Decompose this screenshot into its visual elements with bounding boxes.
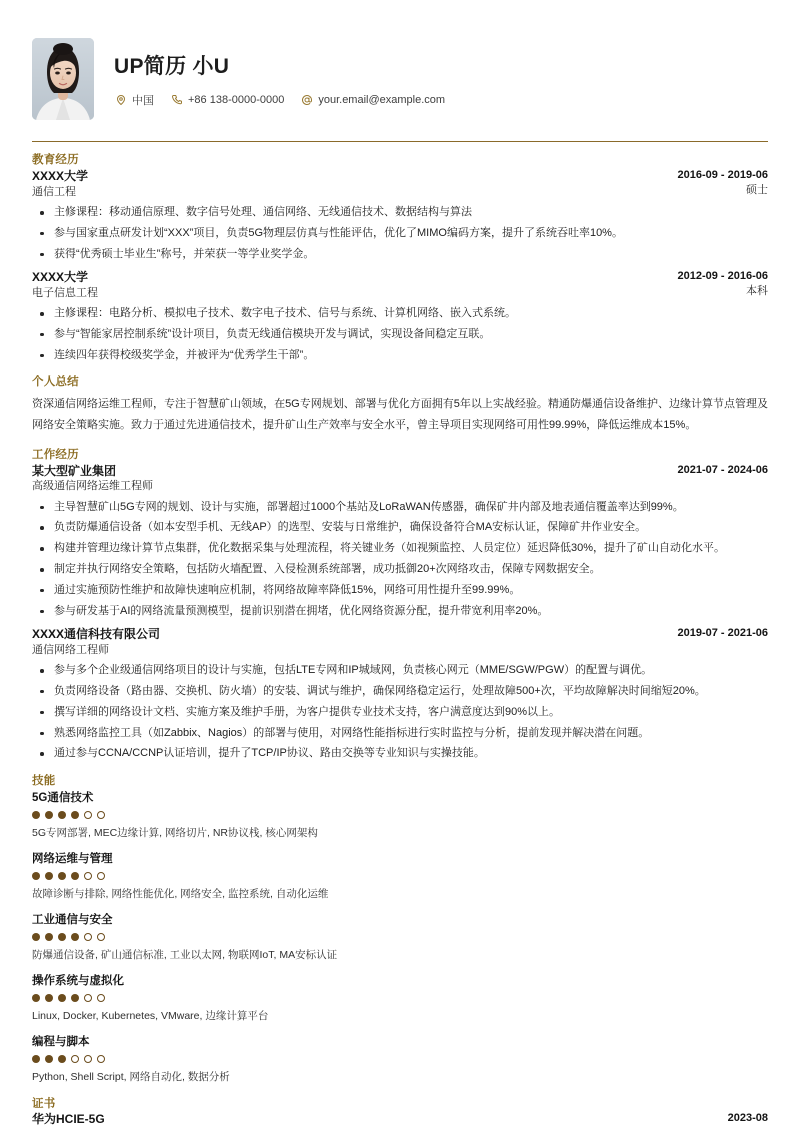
- entry-right: [677, 168, 768, 198]
- section-summary: [22, 375, 778, 436]
- section-education: [22, 153, 778, 364]
- skill-dot-filled: [32, 933, 40, 941]
- entry-left: [32, 463, 153, 495]
- bullet-item: 主修课程：移动通信原理、数字信号处理、通信网络、无线通信技术、数据结构与算法: [32, 204, 768, 222]
- skill-name: 5G通信技术: [32, 791, 94, 804]
- section-work: [22, 448, 778, 763]
- location-pin-icon: [114, 93, 127, 106]
- resume-header: [22, 0, 778, 120]
- entry-header: [32, 269, 768, 301]
- section-title-summary: 个人总结: [32, 376, 79, 389]
- entry-date-range: 2012-09 - 2016-06: [677, 270, 768, 283]
- entry-header: [32, 168, 768, 200]
- skill-name: 编程与脚本: [32, 1035, 90, 1048]
- skill-dot-filled: [45, 811, 53, 819]
- skill-dot-filled: [32, 1055, 40, 1063]
- skill-keywords: 5G专网部署, MEC边缘计算, 网络切片, NR协议栈, 核心网架构: [32, 826, 318, 839]
- entry-role: 电子信息工程: [32, 286, 98, 299]
- contact-phone-value: +86 138-0000-0000: [188, 93, 285, 106]
- section-title-work: 工作经历: [32, 448, 79, 461]
- bullet-item: 主导智慧矿山5G专网的规划、设计与实施，部署超过1000个基站及LoRaWAN传感器，确保矿井内部及地表通信覆盖率达到99%。: [32, 499, 768, 517]
- bullet-item: 主修课程：电路分析、模拟电子技术、数字电子技术、信号与系统、计算机网络、嵌入式系统。: [32, 305, 768, 323]
- section-skills: [22, 774, 778, 1085]
- certificate-name: 华为HCIE-5G: [32, 1111, 105, 1126]
- certificate-entry: [32, 1112, 768, 1128]
- entry-left: [32, 626, 160, 658]
- skill-dot-filled: [71, 933, 79, 941]
- resume-entry: [32, 269, 768, 364]
- bullet-item: 负责网络设备（路由器、交换机、防火墙）的安装、调试与维护，确保网络稳定运行，处理故障500+次，平均故障解决时间缩短20%。: [32, 683, 768, 701]
- skill-dot-empty: [97, 1055, 105, 1063]
- skill-dot-filled: [45, 1055, 53, 1063]
- entry-organization: XXXX大学: [32, 169, 89, 184]
- skill-dot-filled: [71, 811, 79, 819]
- skill-dot-filled: [32, 994, 40, 1002]
- skill-dot-filled: [32, 811, 40, 819]
- resume-entry: [32, 168, 768, 263]
- skill-name: 工业通信与安全: [32, 913, 113, 926]
- bullet-item: 构建并管理边缘计算节点集群，优化数据采集与处理流程，将关键业务（如视频监控、人员定位）延迟降低30%，提升了矿山自动化水平。: [32, 540, 768, 558]
- bullet-item: 参与“智能家居控制系统”设计项目，负责无线通信模块开发与调试，实现设备间稳定互联。: [32, 326, 768, 344]
- section-title-education: 教育经历: [32, 154, 79, 166]
- skill-dot-empty: [97, 811, 105, 819]
- header-divider: [32, 141, 768, 142]
- entry-header: [32, 463, 768, 495]
- skill-level-dots: [32, 994, 768, 1002]
- sections.education.entries.0.bullets-bullets: [32, 204, 768, 263]
- skill-dot-filled: [71, 872, 79, 880]
- sections.education.entries.1.bullets-bullets: [32, 305, 768, 364]
- bullet-item: 通过实施预防性维护和故障快速响应机制，将网络故障率降低15%，网络可用性提升至99.99%。: [32, 582, 768, 600]
- entry-degree: 本科: [746, 285, 768, 298]
- skill-block: [32, 790, 768, 842]
- at-sign-icon: [300, 93, 313, 106]
- entry-date-range: 2019-07 - 2021-06: [677, 627, 768, 640]
- work-entry-list: [32, 463, 768, 763]
- bullet-item: 参与研发基于AI的网络流量预测模型，提前识别潜在拥堵，优化网络资源分配，提升带宽利用率20%。: [32, 603, 768, 621]
- skill-dot-filled: [58, 1055, 66, 1063]
- skill-dot-empty: [97, 933, 105, 941]
- skill-dot-filled: [58, 872, 66, 880]
- skill-name: 网络运维与管理: [32, 852, 113, 865]
- section-title-skills: 技能: [32, 775, 56, 788]
- skill-level-dots: [32, 872, 768, 880]
- contact-location-value: 中国: [132, 94, 154, 107]
- entry-degree: 硕士: [746, 184, 768, 197]
- skill-dot-empty: [97, 994, 105, 1002]
- entry-organization: XXXX大学: [32, 270, 89, 285]
- skill-level-dots: [32, 933, 768, 941]
- skill-dot-empty: [84, 1055, 92, 1063]
- bullet-item: 负责防爆通信设备（如本安型手机、无线AP）的选型、安装与日常维护，确保设备符合MA安标认证，保障矿井作业安全。: [32, 519, 768, 537]
- entry-role: 高级通信网络运维工程师: [32, 480, 153, 493]
- skill-keywords: Linux, Docker, Kubernetes, VMware, 边缘计算平台: [32, 1009, 269, 1022]
- bullet-item: 熟悉网络监控工具（如Zabbix、Nagios）的部署与使用，对网络性能指标进行实时监控与分析，提前发现并解决潜在问题。: [32, 725, 768, 743]
- skill-dot-empty: [84, 994, 92, 1002]
- contact-email[interactable]: [300, 93, 445, 106]
- profile-photo: [32, 38, 94, 120]
- skill-dot-filled: [45, 994, 53, 1002]
- skill-dot-filled: [58, 994, 66, 1002]
- skill-dot-filled: [58, 811, 66, 819]
- bullet-item: 参与多个企业级通信网络项目的设计与实施，包括LTE专网和IP城域网，负责核心网元（MME/SGW/PGW）的配置与调优。: [32, 662, 768, 680]
- entry-date-range: 2016-09 - 2019-06: [677, 169, 768, 182]
- certificate-date: 2023-08: [727, 1111, 768, 1124]
- entry-left: [32, 269, 98, 301]
- skill-keywords: 防爆通信设备, 矿山通信标准, 工业以太网, 物联网IoT, MA安标认证: [32, 948, 338, 961]
- skill-dot-empty: [97, 872, 105, 880]
- bullet-item: 制定并执行网络安全策略，包括防火墙配置、入侵检测系统部署，成功抵御20+次网络攻击，保障专网数据安全。: [32, 561, 768, 579]
- skill-list: [32, 790, 768, 1086]
- sections.work.entries.1.bullets-bullets: [32, 662, 768, 763]
- section-certificates: [22, 1097, 778, 1128]
- skill-keywords: 故障诊断与排除, 网络性能优化, 网络安全, 监控系统, 自动化运维: [32, 887, 329, 900]
- section-title-certificates: 证书: [32, 1097, 56, 1110]
- skill-dot-empty: [84, 933, 92, 941]
- bullet-item: 获得“优秀硕士毕业生”称号，并荣获一等学业奖学金。: [32, 246, 768, 264]
- contact-location: [114, 92, 154, 108]
- entry-right: [677, 626, 768, 641]
- education-entry-list: [32, 168, 768, 364]
- skill-level-dots: [32, 811, 768, 819]
- summary-text: 资深通信网络运维工程师，专注于智慧矿山领域，在5G专网规划、部署与优化方面拥有5年以上实战经验。精通防爆通信设备维护、边缘计算节点管理及网络安全策略实施。致力于通过先进通信技术，提升矿山生产效率与安全水平，曾主导项目实现网络可用性99.99%，降低运维成本15%。: [32, 397, 768, 432]
- bullet-item: 参与国家重点研发计划“XXX”项目，负责5G物理层仿真与性能评估，优化了MIMO编码方案，提升了系统吞吐率10%。: [32, 225, 768, 243]
- skill-dot-empty: [84, 872, 92, 880]
- skill-block: [32, 973, 768, 1025]
- bullet-item: 撰写详细的网络设计文档、实施方案及维护手册，为客户提供专业技术支持，客户满意度达到90%以上。: [32, 704, 768, 722]
- contact-phone[interactable]: [170, 93, 284, 106]
- entry-role: 通信工程: [32, 185, 76, 198]
- entry-right: [677, 269, 768, 299]
- skill-name: 操作系统与虚拟化: [32, 974, 124, 987]
- entry-organization: 某大型矿业集团: [32, 464, 117, 479]
- skill-dot-filled: [45, 872, 53, 880]
- skill-dot-empty: [84, 811, 92, 819]
- resume-entry: [32, 463, 768, 620]
- entry-right: [677, 463, 768, 478]
- skill-block: [32, 1034, 768, 1086]
- skill-dot-empty: [71, 1055, 79, 1063]
- page-title: UP简历 小U: [114, 55, 230, 79]
- skill-keywords: Python, Shell Script, 网络自动化, 数据分析: [32, 1070, 230, 1083]
- bullet-item: 连续四年获得校级奖学金，并被评为“优秀学生干部”。: [32, 347, 768, 365]
- skill-level-dots: [32, 1055, 768, 1063]
- skill-dot-filled: [32, 872, 40, 880]
- bullet-item: 通过参与CCNA/CCNP认证培训，提升了TCP/IP协议、路由交换等专业知识与实操技能。: [32, 745, 768, 763]
- skill-block: [32, 912, 768, 964]
- sections.work.entries.0.bullets-bullets: [32, 499, 768, 621]
- contact-email-value: your.email@example.com: [318, 93, 446, 106]
- skill-dot-filled: [71, 994, 79, 1002]
- contact-row: [114, 92, 768, 108]
- entry-header: [32, 626, 768, 658]
- skill-dot-filled: [58, 933, 66, 941]
- certificate-entry-list: [32, 1112, 768, 1128]
- identity-block: [114, 50, 768, 107]
- entry-date-range: 2021-07 - 2024-06: [677, 464, 768, 477]
- skill-dot-filled: [45, 933, 53, 941]
- resume-entry: [32, 626, 768, 763]
- skill-block: [32, 851, 768, 903]
- phone-icon: [170, 93, 183, 106]
- entry-role: 通信网络工程师: [32, 643, 109, 656]
- entry-left: [32, 168, 88, 200]
- entry-organization: XXXX通信科技有限公司: [32, 627, 161, 642]
